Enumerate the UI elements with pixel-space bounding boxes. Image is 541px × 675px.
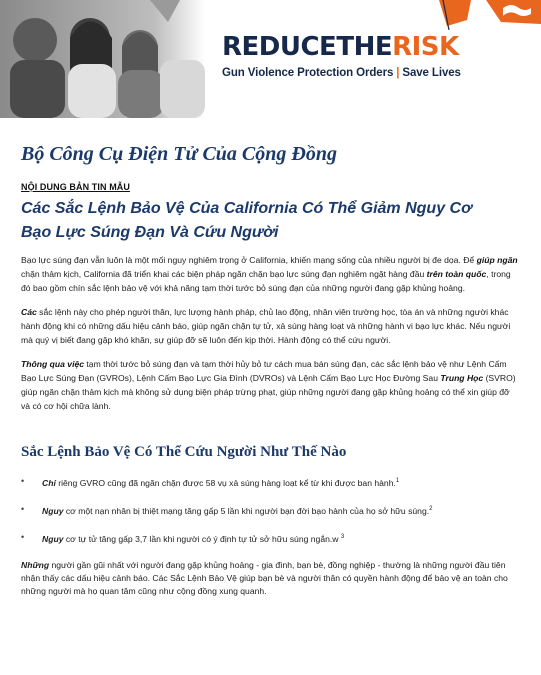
p3-text-a: tạm thời tước bỏ súng đạn và tạm thời hủy bỏ tư cách mua bán súng đạn, các sắc lệnh bảo vệ như Lệnh Cấm Bạo Lực Súng Đạn (GVROs), Lệnh Cấm Bạo Lực Gia Đình (DVROs) và Lệnh Cấm Bạo Lực Học Đường Sau [21, 359, 507, 383]
p3-bold-1: Thông qua việc [21, 359, 85, 369]
headline-line-2: Bạo Lực Súng Đạn Và Cứu Người [21, 224, 279, 241]
brand-word-reduce: REDUCE [222, 32, 337, 62]
p1-bold-1: giúp ngăn [476, 255, 518, 265]
bullet-icon: • [21, 531, 25, 542]
header-banner [0, 0, 541, 118]
bullet-icon: • [21, 503, 25, 514]
p3-text-b: (SVRO) giúp ngăn chặn thảm kịch mà không sử dụng biện pháp trừng phạt, giúp những người đang gặp khủng hoảng có thể xin giúp đỡ và có cơ hội chữa lành. [21, 373, 516, 411]
orange-flags-icon [431, 0, 541, 30]
p1-bold-2: trên toàn quốc [426, 269, 487, 279]
list-item [21, 475, 521, 489]
main-content [21, 142, 521, 598]
fact-1-bold: Chỉ [42, 477, 56, 488]
paragraph-1 [21, 253, 521, 295]
people-at-rally-photo [0, 0, 205, 118]
fact-2-text: cơ một nạn nhân bị thiệt mạng tăng gấp 5 lần khi người bạn đời bạo hành của họ sở hữu súng. [63, 505, 430, 516]
paragraph-3 [21, 357, 521, 413]
fact-2-footnote: 2 [429, 505, 433, 512]
reduce-the-risk-logo [222, 34, 522, 79]
list-item [21, 531, 521, 545]
brand-word-risk: RISK [392, 32, 459, 62]
brand-word-the: THE [336, 32, 393, 62]
fact-3-footnote: 3 [340, 533, 345, 540]
fact-3-text: cơ tự tử tăng gấp 3,7 lần khi người có ý định tự tử sở hữu súng ngắn.w [63, 533, 341, 544]
section-title: Sắc Lệnh Bảo Vệ Có Thể Cứu Người Như Thế Nào [21, 444, 347, 460]
fact-2-bold: Nguy [42, 505, 64, 516]
p1-text-a: Bạo lực súng đạn vẫn luôn là một mối nguy nghiêm trọng ở California, khiến mạng sống của nhiều người bị đe dọa. Để [21, 255, 477, 265]
template-label: NỘI DUNG BẢN TIN MẪU [21, 182, 130, 192]
closing-bold: Những [21, 559, 50, 570]
page-title: Bộ Công Cụ Điện Tử Của Cộng Đồng [21, 143, 337, 165]
paragraph-2 [21, 305, 521, 347]
article-headline [21, 197, 521, 245]
bullet-icon: • [21, 476, 25, 486]
headline-line-1: Các Sắc Lệnh Bảo Vệ Của California Có Thể Giảm Nguy Cơ [21, 200, 472, 217]
closing-text: người gần gũi nhất với người đang gặp khủng hoảng - gia đình, bạn bè, đồng nghiệp - thường là những người đầu tiên nhận thấy các dấu hiệu cảnh báo. Các Sắc Lệnh Bảo Vệ giúp bạn bè và người thân có quyền hành động để bảo vệ an toàn cho những người mà họ quan tâm cũng như cộng đồng xung quanh. [21, 559, 508, 596]
tagline-separator: | [396, 67, 400, 79]
fact-3-bold: Nguy [42, 533, 64, 544]
p2-bold: Các [21, 307, 37, 317]
brand-title [222, 34, 522, 60]
p1-text-b: chặn thảm kịch, California đã triển khai các biện pháp ngăn chặn bạo lực súng đạn nghiêm ngặt hàng đầu [21, 269, 427, 279]
list-item [21, 503, 521, 517]
tagline-right: Save Lives [402, 67, 461, 79]
p3-bold-2: Trung Học [440, 373, 484, 383]
closing-paragraph [21, 559, 521, 598]
fact-1-text: riêng GVRO cũng đã ngăn chặn được 58 vụ xả súng hàng loạt kể từ khi được ban hành. [55, 477, 396, 488]
p2-text: sắc lệnh này cho phép người thân, lực lượng hành pháp, chủ lao động, nhân viên trường học, tòa án và những người khác hành động khi có những dấu hiệu cảnh báo, giúp ngăn chặn tự tử, xả súng hàng loạt và những hành vi bạo lực khác. Nếu người mà quý vị biết đang gặp khó khăn, sự giúp đỡ sẽ luôn đến kịp thời. Hành động có thể cứu người. [21, 307, 511, 345]
brand-tagline [222, 67, 522, 79]
fact-1-footnote: 1 [395, 478, 400, 484]
tagline-left: Gun Violence Protection Orders [222, 67, 394, 79]
facts-list [21, 475, 521, 545]
p1-text-c: , trong đó bao gồm chín sắc lệnh bảo vệ với khả năng tạm thời tước bỏ súng đạn của những người đang gặp khủng hoảng. [21, 269, 511, 293]
